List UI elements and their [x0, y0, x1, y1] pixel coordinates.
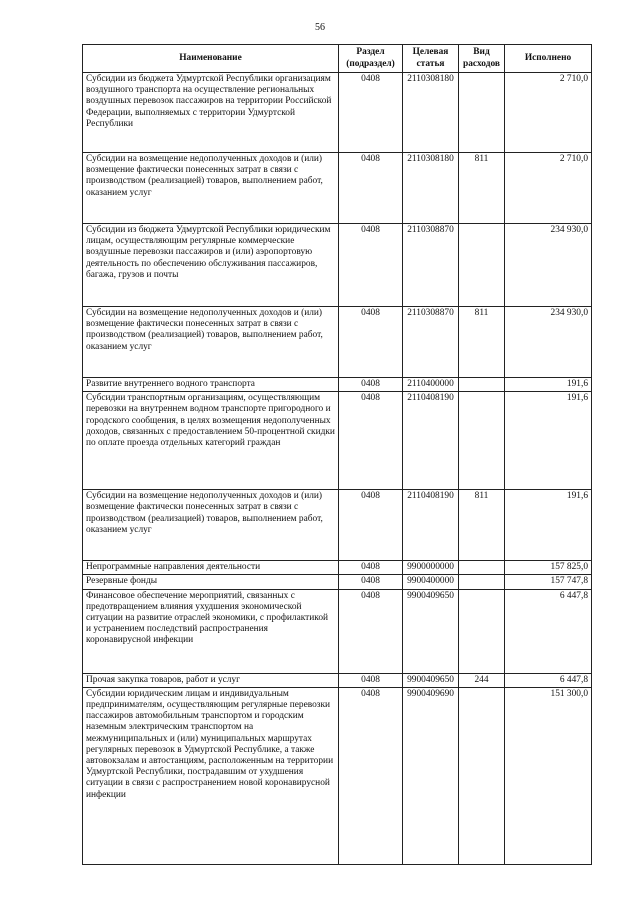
cell-done: 191,6 [505, 392, 592, 490]
cell-name: Субсидии юридическим лицам и индивидуальным предпринимателям, осуществляющим регулярные перевозки пассажиров автомобильным транспортом и городским наземным электрическим транспортом на межмуниципальных и (или) муниципальных маршрутах регулярных перевозок в Удмуртской Республике, а также автовокзалам и автостанциям, расположенным на территории Удмуртской Республики, пострадавшим от ухудшения ситуации в связи с распространением новой коронавирусной инфекции [83, 687, 339, 864]
cell-type [459, 392, 505, 490]
cell-name: Финансовое обеспечение мероприятий, связанных с предотвращением влияния ухудшения экономической ситуации на развитие отраслей экономики, с профилактикой и устранением последствий распространения коронавирусной инфекции [83, 589, 339, 673]
table-row [83, 392, 592, 490]
cell-name: Субсидии из бюджета Удмуртской Республики юридическим лицам, осуществляющим регулярные коммерческие воздушные перевозки пассажиров и (или) аэропортовую деятельность по обеспечению обслуживания пассажиров, багажа, грузов и почты [83, 224, 339, 307]
cell-done: 151 300,0 [505, 687, 592, 864]
cell-type [459, 589, 505, 673]
cell-type [459, 224, 505, 307]
cell-name: Субсидии из бюджета Удмуртской Республики организациям воздушного транспорта на осуществление региональных воздушных перевозок пассажиров на территории Российской Федерации, выполняемых с территории Удмуртской Республики [83, 73, 339, 153]
table-row [83, 687, 592, 864]
cell-article: 9900409690 [403, 687, 459, 864]
cell-name: Субсидии на возмещение недополученных доходов и (или) возмещение фактически понесенных затрат в связи с производством (реализацией) товаров, выполнением работ, оказанием услуг [83, 153, 339, 224]
cell-type [459, 378, 505, 392]
cell-article: 2110308180 [403, 153, 459, 224]
cell-name: Резервные фонды [83, 575, 339, 589]
cell-done: 191,6 [505, 378, 592, 392]
header-section: Раздел (подраздел) [339, 45, 403, 73]
cell-name: Субсидии на возмещение недополученных доходов и (или) возмещение фактически понесенных затрат в связи с производством (реализацией) товаров, выполнением работ, оказанием услуг [83, 490, 339, 561]
cell-section: 0408 [339, 561, 403, 575]
header-type: Вид расходов [459, 45, 505, 73]
cell-article: 9900400000 [403, 575, 459, 589]
cell-done: 191,6 [505, 490, 592, 561]
cell-name: Субсидии на возмещение недополученных доходов и (или) возмещение фактически понесенных затрат в связи с производством (реализацией) товаров, выполнением работ, оказанием услуг [83, 307, 339, 378]
cell-type [459, 687, 505, 864]
cell-done: 2 710,0 [505, 153, 592, 224]
table-row [83, 224, 592, 307]
table-row [83, 73, 592, 153]
table-row [83, 575, 592, 589]
cell-article: 9900409650 [403, 673, 459, 687]
cell-article: 2110308180 [403, 73, 459, 153]
cell-name: Непрограммные направления деятельности [83, 561, 339, 575]
cell-type: 244 [459, 673, 505, 687]
cell-article: 9900000000 [403, 561, 459, 575]
cell-name: Развитие внутреннего водного транспорта [83, 378, 339, 392]
table-header-row [83, 45, 592, 73]
cell-done: 2 710,0 [505, 73, 592, 153]
table-row [83, 490, 592, 561]
cell-section: 0408 [339, 153, 403, 224]
header-article: Целевая статья [403, 45, 459, 73]
cell-section: 0408 [339, 378, 403, 392]
table-row [83, 153, 592, 224]
cell-done: 234 930,0 [505, 307, 592, 378]
cell-section: 0408 [339, 673, 403, 687]
cell-name: Субсидии транспортным организациям, осуществляющим перевозки на внутреннем водном транспорте пригородного и городского сообщения, в целях возмещения недополученных доходов, связанных с предоставлением 50-процентной скидки по оплате проезда отдельных категорий граждан [83, 392, 339, 490]
cell-done: 234 930,0 [505, 224, 592, 307]
header-done: Исполнено [505, 45, 592, 73]
cell-section: 0408 [339, 224, 403, 307]
cell-article: 2110408190 [403, 392, 459, 490]
cell-done: 6 447,8 [505, 673, 592, 687]
cell-section: 0408 [339, 73, 403, 153]
cell-article: 2110400000 [403, 378, 459, 392]
page-number: 56 [315, 22, 325, 33]
cell-section: 0408 [339, 589, 403, 673]
table-row [83, 378, 592, 392]
cell-type [459, 73, 505, 153]
table-row [83, 673, 592, 687]
cell-type: 811 [459, 307, 505, 378]
cell-type: 811 [459, 490, 505, 561]
header-name: Наименование [83, 45, 339, 73]
cell-article: 2110408190 [403, 490, 459, 561]
cell-section: 0408 [339, 392, 403, 490]
cell-type: 811 [459, 153, 505, 224]
cell-article: 2110308870 [403, 224, 459, 307]
cell-article: 9900409650 [403, 589, 459, 673]
cell-type [459, 575, 505, 589]
cell-section: 0408 [339, 687, 403, 864]
cell-section: 0408 [339, 307, 403, 378]
table-row [83, 561, 592, 575]
cell-section: 0408 [339, 575, 403, 589]
cell-name: Прочая закупка товаров, работ и услуг [83, 673, 339, 687]
cell-article: 2110308870 [403, 307, 459, 378]
cell-done: 157 825,0 [505, 561, 592, 575]
cell-done: 157 747,8 [505, 575, 592, 589]
table-row [83, 589, 592, 673]
expenditure-table [82, 44, 592, 865]
cell-section: 0408 [339, 490, 403, 561]
cell-type [459, 561, 505, 575]
cell-done: 6 447,8 [505, 589, 592, 673]
table-row [83, 307, 592, 378]
